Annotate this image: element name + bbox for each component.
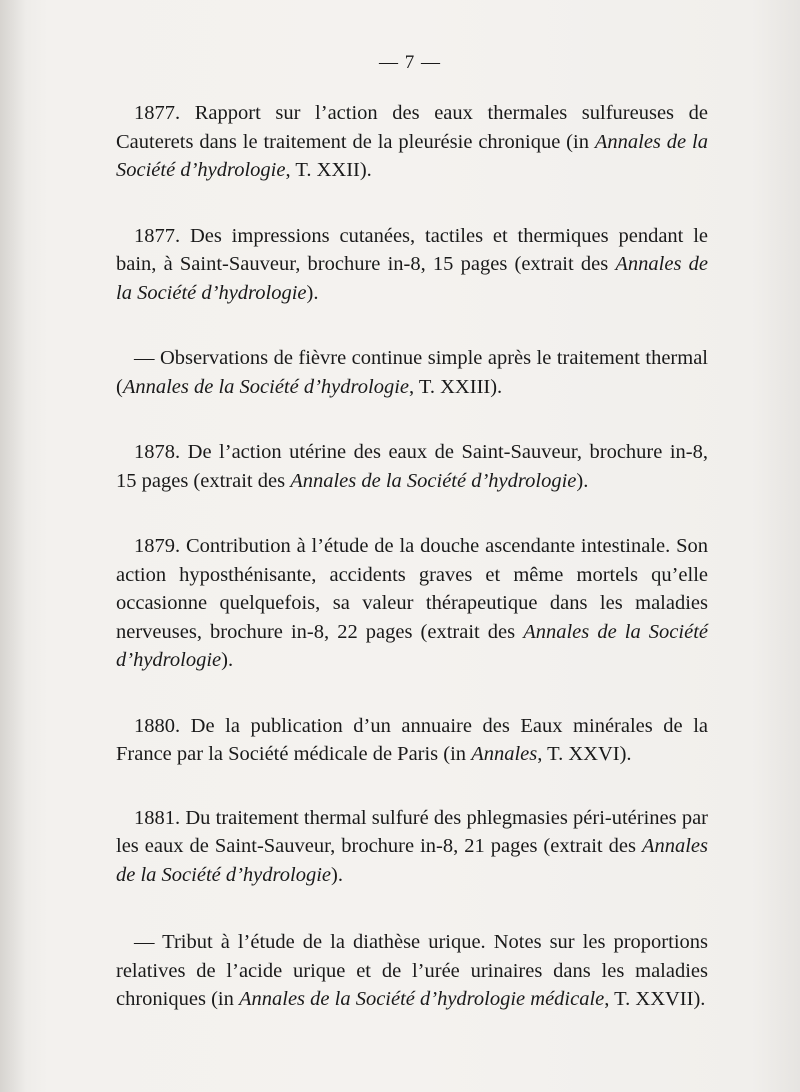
entry-volume: , T. XXIII). xyxy=(409,375,503,398)
journal-title: Annales de la Société d’hydrologie xyxy=(116,253,708,304)
bibliography-entry xyxy=(116,99,708,185)
entry-text: 1879. Contribution à l’étude de la douche ascendante intestinale. Son action hyposthénisante, accidents graves et même mortels qu’elle occasionne quelquefois, sa valeur thérapeutique dans les maladies nerveuses, brochure in-8, 22 pages (extrait des xyxy=(116,535,708,643)
bibliography-entry xyxy=(116,532,708,675)
entry-volume: ). xyxy=(306,281,319,304)
bibliography-entry xyxy=(116,438,708,495)
entry-volume: , T. XXVI). xyxy=(537,743,632,765)
entry-volume: ). xyxy=(221,649,234,671)
journal-title: Annales de la Société d’hydrologie xyxy=(290,469,577,492)
journal-title: Annales de la Société d’hydrologie médicale xyxy=(238,988,605,1010)
bibliography-entry xyxy=(116,804,708,890)
bibliography-entry xyxy=(116,928,708,1014)
page-number: — 7 — xyxy=(379,52,441,73)
journal-title: Annales de la Société d’hydrologie xyxy=(116,835,708,886)
bibliography-entry xyxy=(116,222,708,308)
entry-volume: ). xyxy=(331,863,343,886)
entry-volume: , T. XXVII). xyxy=(604,988,706,1010)
journal-title: Annales xyxy=(471,743,538,765)
entry-volume: ). xyxy=(576,469,589,492)
entry-text: 1877. Rapport sur l’action des eaux thermales sulfureuses de Cauterets dans le traitement de la pleurésie chronique (in xyxy=(116,102,708,153)
entry-text: 1878. De l’action utérine des eaux de Saint-Sauveur, brochure in-8, 15 pages (extrait des xyxy=(116,441,708,492)
page-edge-shadow xyxy=(0,0,26,1092)
bibliography-entry xyxy=(116,344,708,401)
journal-title: Annales de la Société d’hydrologie xyxy=(116,130,708,181)
journal-title: Annales de la Société d’hydrologie xyxy=(116,620,708,671)
bibliography-entry xyxy=(116,712,708,769)
entry-text: 1881. Du traitement thermal sulfuré des phlegmasies péri-utérines par les eaux de Saint-Sauveur, brochure in-8, 21 pages (extrait des xyxy=(116,806,708,857)
entry-text: — Tribut à l’étude de la diathèse urique. Notes sur les proportions relatives de l’acide urique et de l’urée urinaires dans les maladies chroniques (in xyxy=(116,931,708,1010)
journal-title: Annales de la Société d’hydrologie xyxy=(122,375,409,398)
entry-text: 1877. Des impressions cutanées, tactiles et thermiques pendant le bain, à Saint-Sauveur, brochure in-8, 15 pages (extrait des xyxy=(116,224,708,275)
bibliography-list xyxy=(116,99,708,1051)
entry-text: 1880. De la publication d’un annuaire des Eaux minérales de la France par la Société médicale de Paris (in xyxy=(116,714,708,765)
entry-text: — Observations de fièvre continue simple après le traitement thermal ( xyxy=(116,347,708,398)
entry-volume: , T. XXII). xyxy=(285,159,372,181)
